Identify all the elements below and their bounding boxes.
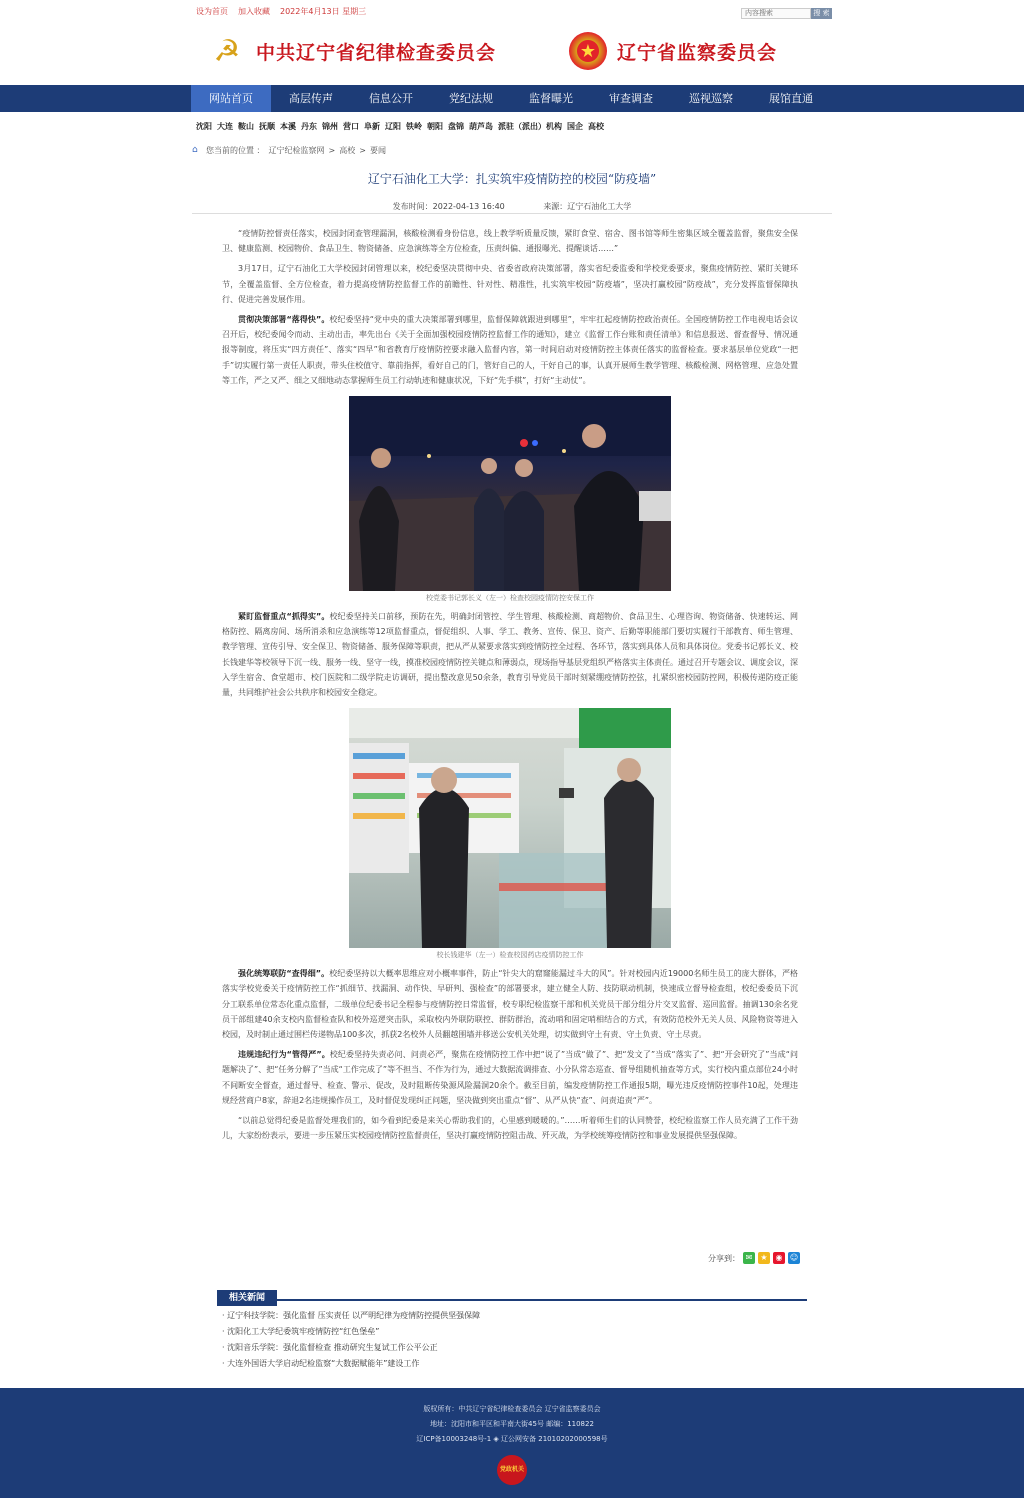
related-news-item[interactable]: · 沈阳化工大学纪委筑牢疫情防控“红色堡垒” — [222, 1327, 380, 1336]
figure — [349, 708, 671, 962]
city-link[interactable]: 抚顺 — [259, 122, 275, 131]
police-record-link[interactable]: 辽公网安备 21010202000598号 — [501, 1435, 608, 1443]
article-title: 辽宁石油化工大学：扎实筑牢疫情防控的校园“防疫墙” — [367, 172, 657, 186]
article-meta — [0, 201, 1024, 212]
nav-regulations[interactable]: 党纪法规 — [449, 92, 493, 105]
paragraph — [222, 312, 798, 388]
header-logos — [0, 22, 1024, 85]
city-link[interactable]: 盘锦 — [448, 122, 464, 131]
city-link[interactable]: 阜新 — [364, 122, 380, 131]
police-badge-icon: ◈ — [493, 1435, 499, 1443]
city-link[interactable]: 葫芦岛 — [469, 122, 493, 131]
city-link[interactable]: 朝阳 — [427, 122, 443, 131]
current-date: 2022年4月13日 星期三 — [280, 7, 367, 16]
icp-link[interactable]: 辽ICP备10003248号-1 — [416, 1435, 492, 1443]
city-link[interactable]: 大连 — [217, 122, 233, 131]
paragraph-text: 校纪委坚持关口前移，预防在先，明确封闭管控、学生管理、核酸检测、商超物价、食品卫生、心理咨询、物资储备、快速转运、网格防控、隔离房间、场所消杀和应急演练等12项监督重点，督促组织、人事、学工、教务、宣传、保卫、资产、后勤等职能部门要切实履行干部教育、师生管理、教学管理、宣传引导、安全保卫、物资储备、服务保障等职责，把从严从紧要求落实到疫情防控全过程、各环节，落实到具体人员和具体岗位。党委书记郭长义、校长钱建华等校领导下沉一线、服务一线、坚守一线，摸准校园疫情防控关键点和薄弱点，现场指导基层党组织严格落实主体责任。通过召开专题会议、调度会议，深入学生宿舍、食堂超市、校门医院和二级学院走访调研，提出整改意见50余条，教育引导党员干部时刻紧绷疫情防控弦，扎紧织密校园防控网，积极传递防疫正能量，共同维护社会公共秩序和校园安全稳定。 — [222, 612, 798, 698]
add-favorite-link[interactable]: 加入收藏 — [238, 7, 270, 16]
city-link[interactable]: 鞍山 — [238, 122, 254, 131]
gov-badge-icon[interactable]: 党政机关 — [497, 1455, 527, 1485]
search-button[interactable]: 搜 索 — [811, 8, 832, 19]
paragraph-lead: 贯彻决策部署“落得快”。 — [238, 315, 330, 325]
paragraph: 3月17日，辽宁石油化工大学校园封闭管理以来，校纪委坚决贯彻中央、省委省政府决策部署，落实省纪委监委和学校党委要求，聚焦疫情防控、紧盯关键环节，全覆盖监督、全方位检查，着力提高疫情防控监督工作的前瞻性、针对性、精准性，扎实筑牢校园“防疫墙”，坚决打赢校园“防疫战”，充分发挥监督保障执行、促进完善发展作用。 — [222, 264, 798, 304]
footer-icp — [0, 1432, 1024, 1447]
breadcrumb-item[interactable]: 辽宁纪检监察网 — [268, 146, 325, 155]
qq-icon[interactable]: ☺ — [789, 1253, 799, 1262]
supervision-title: 辽宁省监察委员会 — [617, 41, 778, 64]
city-link[interactable]: 本溪 — [280, 122, 296, 131]
party-emblem-icon: ☭ — [213, 33, 241, 69]
footer-address: 地址：沈阳市和平区和平南大街45号 邮编：110822 — [430, 1420, 594, 1428]
weibo-icon[interactable]: ◉ — [773, 1252, 785, 1264]
paragraph — [222, 966, 798, 1042]
breadcrumb-separator: > — [328, 146, 336, 155]
nav-exposure[interactable]: 监督曝光 — [529, 92, 573, 105]
ccdi-logo[interactable] — [208, 32, 496, 70]
paragraph-lead: 违规违纪行为“管得严”。 — [238, 1050, 330, 1060]
city-links — [0, 112, 1024, 138]
city-link[interactable]: 营口 — [343, 122, 359, 131]
footer-copyright: 版权所有：中共辽宁省纪律检查委员会 辽宁省监察委员会 — [423, 1405, 601, 1413]
city-link[interactable]: 锦州 — [322, 122, 338, 131]
home-icon: ⌂ — [192, 145, 198, 155]
wechat-icon[interactable]: ✉ — [743, 1252, 755, 1264]
city-link[interactable]: 铁岭 — [406, 122, 422, 131]
nav-investigation[interactable]: 审查调查 — [609, 92, 653, 105]
paragraph-text: 校纪委坚持“党中央的重大决策部署到哪里，监督保障就跟进到哪里”，牢牢扛起疫情防控政治责任。全国疫情防控工作电视电话会议召开后，校纪委闻令而动、主动出击，率先出台《关于全面加强校园疫情防控监督工作的通知》，建立《监督工作台账和责任清单》和信息报送、督查督导、情况通报等制度，将压实“四方责任”、落实“四早”和省教育厅疫情防控要求融入监督内容，第一时间启动对疫情防控主体责任落实的监督检查。要求基层单位党政“一把手”切实履行第一责任人职责，带头住校值守、靠前指挥，看好自己的门，管好自己的人，干好自己的事，认真开展师生教学管理、核酸检测、网格管理、应急处置等工作，严之又严、细之又细地动态掌握师生员工行动轨迹和健康状况，下好“先手棋”，打好“主动仗”。 — [222, 315, 798, 385]
city-link[interactable]: 辽阳 — [385, 122, 401, 131]
figure — [349, 396, 671, 605]
paragraph — [222, 1047, 798, 1108]
paragraph-lead: 强化统筹联防“查得细”。 — [238, 969, 330, 979]
photo-pharmacy-inspection — [349, 708, 671, 948]
paragraph — [222, 609, 798, 700]
supervision-logo[interactable] — [569, 32, 777, 70]
breadcrumb-item[interactable]: 要闻 — [369, 146, 386, 155]
paragraph-lead: 紧盯监督重点“抓得实”。 — [238, 612, 330, 622]
related-news-item[interactable]: · 大连外国语大学启动纪检监察“大数据赋能年”建设工作 — [222, 1359, 420, 1368]
paragraph-text: 校纪委坚持失责必问、问责必严，聚焦在疫情防控工作中把“说了”当成“做了”、把“发文了”当成“落实了”、把“开会研究了”当成“问题解决了”、把“任务分解了”当成“工作完成了”等不担当、不作为行为，通过大数据流调排查、小分队常态巡查、督导组随机抽查等方式，实行校内重点部位24小时不间断安全督查，通过督导、检查、警示、促改，及时阻断传染源风险漏洞20余个。截至目前，编发疫情防控工作通报5期，曝光违反疫情防控事件10起，处理违规经营商户8家，辞退2名违规操作员工，及时督促发现纠正问题，坚决做到突出重点“督”、从严从快“查”、问责追责“严”。 — [222, 1050, 798, 1105]
breadcrumb-separator: > — [359, 146, 366, 155]
related-news — [217, 1285, 807, 1372]
city-link[interactable]: 国企 — [567, 122, 583, 131]
article-source: 来源：辽宁石油化工大学 — [543, 202, 632, 211]
share-label: 分享到： — [708, 1253, 740, 1263]
figure-caption: 校党委书记郭长义（左一）检查校园疫情防控安保工作 — [426, 594, 594, 603]
share-bar — [708, 1252, 800, 1264]
title-divider — [192, 213, 832, 214]
nav-voices[interactable]: 高层传声 — [289, 92, 333, 105]
city-link[interactable]: 高校 — [588, 122, 604, 131]
breadcrumb — [192, 145, 386, 156]
article-body — [222, 226, 798, 1148]
paragraph-text: 校纪委坚持以大概率思维应对小概率事件，防止“针尖大的窟窿能漏过斗大的风”。针对校园内近19000名师生员工的庞大群体，严格落实学校党委关于疫情防控工作“抓细节、找漏洞、动作快、早研判、强检查”的部署要求，建立健全人防、技防联动机制，快速成立督导检查组，校纪委委员下沉分工联系单位常态化重点监督，二级单位纪委书记全程参与疫情防控日常监督，校专职纪检监察干部和机关党员干部分组分片交叉监督、巡回监督。抽调130余名党员干部组建40余支校内监督检查队和校外巡逻突击队，采取校内外联防联控、群防群治，流动哨和固定哨相结合的方式，有效防范校外无关人员、风险物资等进入校园，及时制止通过围栏传递物品100多次，抓获2名校外人员翻越围墙并移送公安机关处理，切实做到守土有责、守土负责、守土尽责。 — [222, 969, 799, 1040]
nav-inspection[interactable]: 巡视巡察 — [689, 92, 733, 105]
related-news-item[interactable]: · 沈阳音乐学院：强化监督检查 推动研究生复试工作公平公正 — [222, 1343, 438, 1352]
city-link[interactable]: 丹东 — [301, 122, 317, 131]
paragraph: “疫情防控督责任落实，校园封闭查管理漏洞，核酸检测看身份信息，线上教学听质量反馈，紧盯食堂、宿舍、图书馆等师生密集区域全覆盖监督，聚焦安全保卫、健康监测、校园物价、食品卫生、物资储备、应急演练等全方位检查，压责纠偏、通报曝光、提醒谈话……” — [222, 229, 798, 254]
related-news-item[interactable]: · 辽宁科技学院：强化监督 压实责任 以严明纪律为疫情防控提供坚强保障 — [222, 1311, 481, 1320]
photo-night-inspection — [349, 396, 671, 591]
main-nav — [0, 85, 1024, 112]
breadcrumb-prefix: 您当前的位置 ： — [206, 146, 265, 155]
qzone-icon[interactable]: ★ — [758, 1252, 770, 1264]
nav-info[interactable]: 信息公开 — [369, 92, 413, 105]
publish-time: 发布时间：2022-04-13 16:40 — [392, 202, 505, 211]
top-bar — [0, 0, 1024, 22]
search-input[interactable]: 内容搜索 — [741, 8, 811, 19]
ccdi-title: 中共辽宁省纪律检查委员会 — [256, 41, 497, 64]
set-homepage-link[interactable]: 设为首页 — [196, 7, 228, 16]
related-news-title: 相关新闻 — [217, 1290, 277, 1306]
footer — [0, 1388, 1024, 1498]
nav-exhibition[interactable]: 展馆直通 — [769, 92, 813, 105]
nav-home[interactable]: 网站首页 — [191, 85, 271, 112]
search-box — [741, 8, 832, 19]
national-emblem-icon: ★ — [569, 32, 607, 70]
city-link[interactable]: 沈阳 — [196, 122, 212, 131]
figure-caption: 校长钱建华（左一）检查校园药店疫情防控工作 — [436, 951, 584, 960]
paragraph: “以前总觉得纪委是监督处理我们的，如今看到纪委是来关心帮助我们的，心里感到暖暖的。”……听着师生们的认同赞誉，校纪检监察工作人员充满了工作干劲儿，大家纷纷表示，要进一步压紧压实校园疫情防控监督责任，坚决打赢疫情防控阻击战、歼灭战，为学校统筹疫情防控和事业发展提供坚强保障。 — [222, 1116, 798, 1141]
city-link[interactable]: 派驻（派出）机构 — [498, 122, 562, 131]
breadcrumb-item[interactable]: 高校 — [339, 146, 356, 155]
